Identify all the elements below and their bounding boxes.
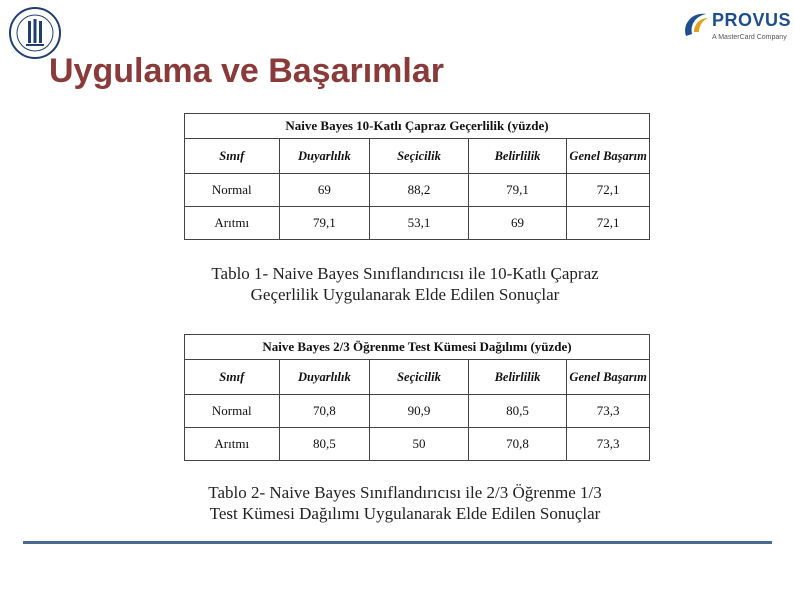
table-2-header-selectivity: Seçicilik xyxy=(370,360,469,395)
table-cell: 50 xyxy=(370,428,469,461)
table-2-header-sensitivity: Duyarlılık xyxy=(279,360,370,395)
table-row xyxy=(185,174,650,207)
table-2-caption xyxy=(180,482,630,524)
table-row xyxy=(185,428,650,461)
table-cell: 69 xyxy=(468,207,567,240)
brand-tagline: A MasterCard Company xyxy=(712,34,787,41)
table-cell: 70,8 xyxy=(468,428,567,461)
table-1-header-specificity: Belirlilik xyxy=(468,139,567,174)
table-cell: Normal xyxy=(185,395,280,428)
table-cell: 73,3 xyxy=(567,428,650,461)
table-cell: Normal xyxy=(185,174,280,207)
table-cell: Arıtmı xyxy=(185,207,280,240)
table-1-header-class: Sınıf xyxy=(185,139,280,174)
table-1-title: Naive Bayes 10-Katlı Çapraz Geçerlilik (yüzde) xyxy=(185,114,650,139)
table-cell: 70,8 xyxy=(279,395,370,428)
table-cell: 69 xyxy=(279,174,370,207)
table-row xyxy=(185,395,650,428)
table-1-header-overall: Genel Başarım xyxy=(567,139,650,174)
table-1-caption-line-2: Geçerlilik Uygulanarak Elde Edilen Sonuçlar xyxy=(250,285,560,304)
table-2-header-specificity: Belirlilik xyxy=(468,360,567,395)
page-title: Uygulama ve Başarımlar xyxy=(49,52,444,90)
table-2-caption-line-2: Test Kümesi Dağılımı Uygulanarak Elde Edilen Sonuçlar xyxy=(209,504,601,523)
table-1-caption xyxy=(180,263,630,305)
table-cell: Arıtmı xyxy=(185,428,280,461)
table-cell: 79,1 xyxy=(279,207,370,240)
table-cell: 72,1 xyxy=(567,207,650,240)
table-cell: 80,5 xyxy=(279,428,370,461)
table-1-header-selectivity: Seçicilik xyxy=(370,139,469,174)
table-cell: 88,2 xyxy=(370,174,469,207)
provus-logo xyxy=(682,10,792,54)
table-cell: 53,1 xyxy=(370,207,469,240)
table-2-caption-line-1: Tablo 2- Naive Bayes Sınıflandırıcısı ile 2/3 Öğrenme 1/3 xyxy=(208,483,602,502)
table-2-header-class: Sınıf xyxy=(185,360,280,395)
table-2-header-overall: Genel Başarım xyxy=(567,360,650,395)
results-table-2 xyxy=(184,334,650,461)
table-cell: 73,3 xyxy=(567,395,650,428)
provus-mark-icon xyxy=(682,10,710,40)
brand-name: PROVUS xyxy=(712,10,792,30)
table-cell: 72,1 xyxy=(567,174,650,207)
footer-divider xyxy=(23,541,772,544)
table-cell: 79,1 xyxy=(468,174,567,207)
table-2-title: Naive Bayes 2/3 Öğrenme Test Kümesi Dağılımı (yüzde) xyxy=(185,335,650,360)
table-row xyxy=(185,207,650,240)
table-1-caption-line-1: Tablo 1- Naive Bayes Sınıflandırıcısı ile 10-Katlı Çapraz xyxy=(211,264,599,283)
table-cell: 80,5 xyxy=(468,395,567,428)
results-table-1 xyxy=(184,113,650,240)
table-cell: 90,9 xyxy=(370,395,469,428)
table-1-header-sensitivity: Duyarlılık xyxy=(279,139,370,174)
